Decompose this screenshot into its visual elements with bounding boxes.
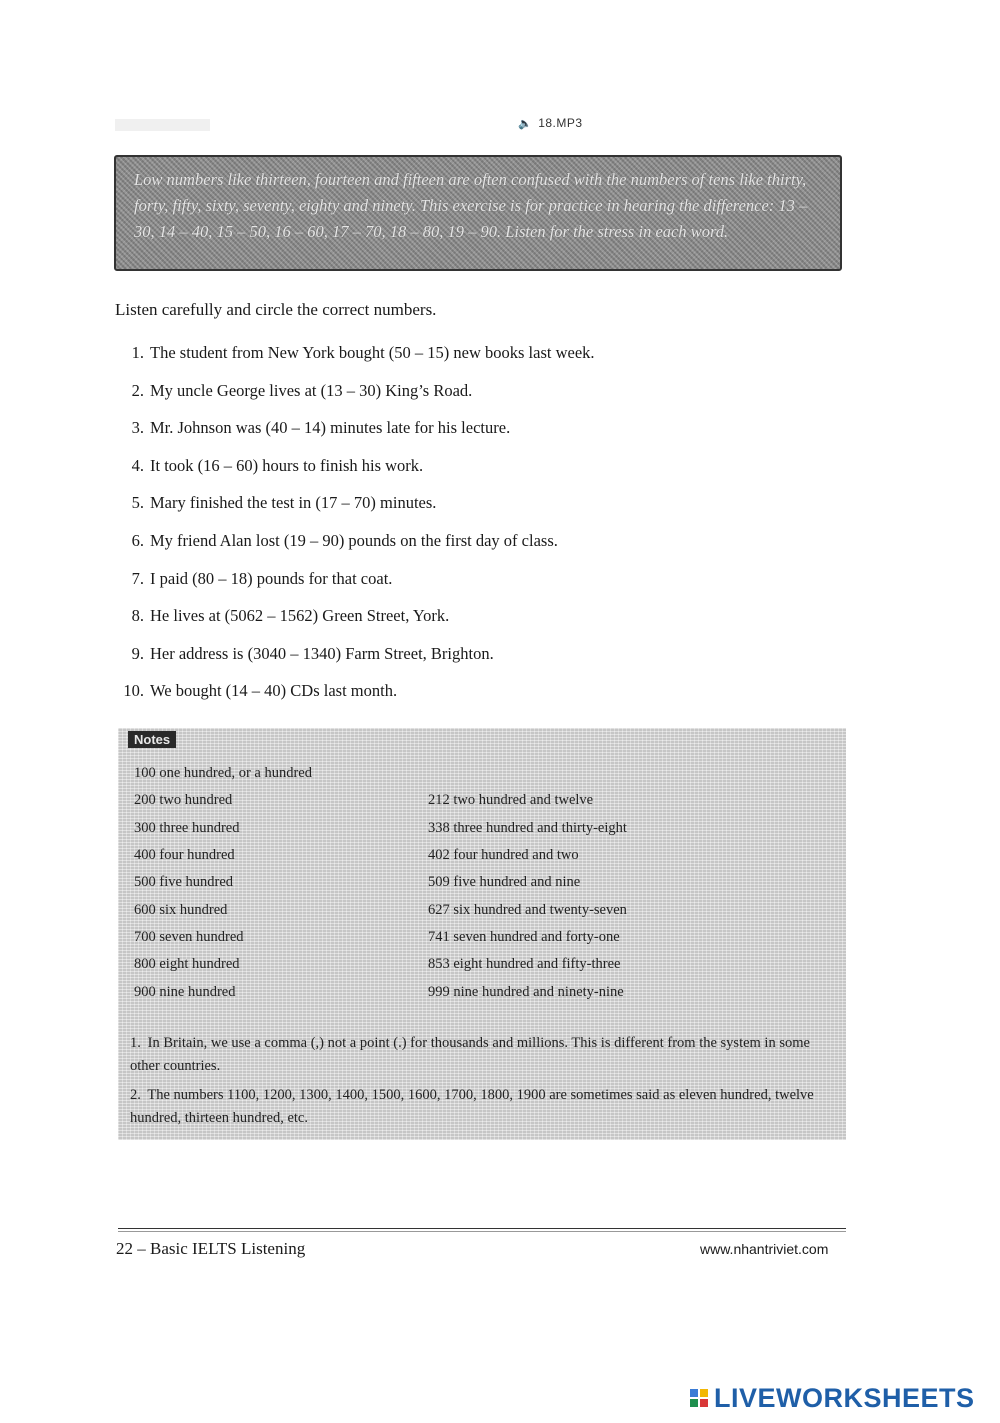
- track-label-text: 18.MP3: [538, 116, 583, 130]
- fact-item: [130, 1032, 830, 1078]
- question-text: It took (16 – 60) hours to finish his work.: [150, 455, 424, 475]
- question-item[interactable]: [118, 528, 838, 566]
- question-number: 7.: [131, 568, 144, 588]
- number-note: 999 nine hundred and ninety-nine: [428, 984, 624, 1000]
- question-item[interactable]: [118, 378, 838, 416]
- brand-square: [700, 1389, 708, 1397]
- question-number: 10.: [123, 681, 144, 701]
- brand-square: [700, 1399, 708, 1407]
- number-note: 800 eight hundred: [134, 956, 240, 972]
- number-note: 500 five hundred: [134, 874, 234, 890]
- question-number: 2.: [131, 380, 144, 400]
- question-item[interactable]: [118, 603, 838, 641]
- question-item[interactable]: [118, 340, 838, 378]
- number-note: 212 two hundred and twelve: [428, 792, 594, 808]
- intro-box: [114, 155, 842, 271]
- number-note: 200 two hundred: [134, 792, 233, 808]
- number-note: 338 three hundred and thirty-eight: [428, 820, 627, 836]
- question-text: I paid (80 – 18) pounds for that coat.: [150, 568, 393, 588]
- question-number: 4.: [131, 455, 144, 475]
- notes-badge: Notes: [128, 731, 176, 748]
- fact-text: In Britain, we use a comma (,) not a point (.) for thousands and millions. This is different from the system in some other countries.: [130, 1035, 810, 1074]
- footer-url[interactable]: www.nhantriviet.com: [700, 1241, 829, 1257]
- question-item[interactable]: [118, 415, 838, 453]
- number-note: 853 eight hundred and fifty-three: [428, 956, 621, 972]
- question-number: 5.: [131, 493, 144, 513]
- number-note: 100 one hundred, or a hundred: [134, 765, 312, 781]
- question-number: 6.: [131, 530, 144, 550]
- number-note: 900 nine hundred: [134, 984, 236, 1000]
- number-note: 400 four hundred: [134, 847, 235, 863]
- fact-item: [130, 1084, 830, 1130]
- number-note: 627 six hundred and twenty-seven: [428, 902, 627, 918]
- instruction-text: Listen carefully and circle the correct numbers.: [115, 300, 437, 319]
- question-text: He lives at (5062 – 1562) Green Street, York.: [150, 606, 450, 626]
- fact-text: The numbers 1100, 1200, 1300, 1400, 1500, 1600, 1700, 1800, 1900 are sometimes said as eleven hundred, twelve hundred, thirteen hundred, etc.: [130, 1087, 814, 1126]
- question-text: My uncle George lives at (13 – 30) King’s Road.: [150, 380, 473, 400]
- publisher-logo-image: [115, 116, 210, 134]
- number-note: 300 three hundred: [134, 820, 240, 836]
- question-text: My friend Alan lost (19 – 90) pounds on the first day of class.: [150, 530, 558, 550]
- publisher-logo: [115, 116, 210, 134]
- question-list: [118, 340, 838, 716]
- question-number: 8.: [131, 606, 144, 626]
- question-item[interactable]: [118, 453, 838, 491]
- page-footer-title: 22 – Basic IELTS Listening: [116, 1239, 306, 1258]
- question-item[interactable]: [118, 641, 838, 679]
- question-item[interactable]: [118, 490, 838, 528]
- question-text: The student from New York bought (50 – 15) new books last week.: [150, 343, 595, 362]
- number-note: 600 six hundred: [134, 902, 228, 918]
- number-note: 700 seven hundred: [134, 929, 244, 945]
- fact-number: 1.: [130, 1035, 141, 1051]
- footer-rule-thin: [118, 1231, 846, 1232]
- question-text: We bought (14 – 40) CDs last month.: [150, 681, 398, 701]
- liveworksheets-logo[interactable]: [690, 1382, 975, 1414]
- footer-rule: [118, 1228, 846, 1229]
- brand-square: [690, 1399, 698, 1407]
- number-note: 741 seven hundred and forty-one: [428, 929, 620, 945]
- brand-square: [690, 1389, 698, 1397]
- question-text: Mr. Johnson was (40 – 14) minutes late for his lecture.: [150, 418, 511, 438]
- number-note: 509 five hundred and nine: [428, 874, 581, 890]
- liveworksheets-wordmark: LIVEWORKSHEETS: [714, 1382, 975, 1413]
- question-item[interactable]: [118, 678, 838, 716]
- question-number: 9.: [131, 643, 144, 663]
- question-number: 1.: [131, 343, 144, 362]
- number-note: 402 four hundred and two: [428, 847, 579, 863]
- question-text: Her address is (3040 – 1340) Farm Street, Brighton.: [150, 643, 494, 663]
- question-item[interactable]: [118, 566, 838, 604]
- speaker-icon: 🔈: [518, 118, 533, 130]
- question-text: Mary finished the test in (17 – 70) minutes.: [150, 493, 437, 513]
- audio-track-label: [518, 116, 583, 130]
- fact-number: 2.: [130, 1087, 141, 1103]
- question-number: 3.: [131, 418, 144, 438]
- liveworksheets-squares-icon: [690, 1389, 708, 1407]
- intro-text: Low numbers like thirteen, fourteen and fifteen are often confused with the numbers of tens like thirty, forty, fifty, sixty, seventy, eighty and ninety. This exercise is for practice in hearing the difference: 13 – 30, 14 – 40, 15 – 50, 16 – 60, 17 – 70, 18 – 80, 19 – 90. Listen for the stress in each word.: [134, 170, 808, 241]
